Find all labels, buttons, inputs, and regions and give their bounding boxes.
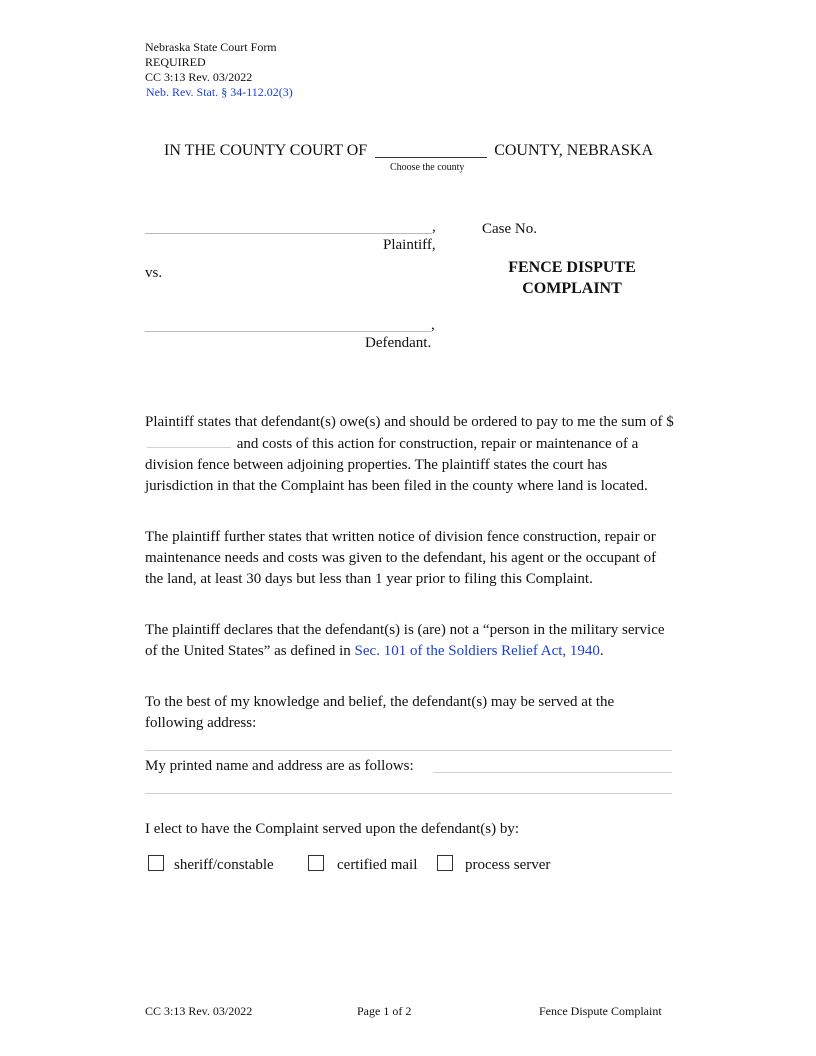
case-no-field[interactable] — [541, 219, 651, 233]
footer-page-number: Page 1 of 2 — [357, 1004, 412, 1018]
paragraph-service: I elect to have the Complaint served upon the defendant(s) by: — [145, 821, 520, 837]
versus-label: vs. — [145, 265, 163, 281]
document-title — [472, 257, 672, 299]
footer-doc-title: Fence Dispute Complaint — [539, 1004, 662, 1018]
plaintiff-name-field[interactable] — [145, 233, 432, 234]
amount-field[interactable] — [147, 433, 231, 448]
paragraph-amount: Plaintiff states that defendant(s) owe(s) and should be ordered to pay to me the sum of $ and costs of this action for construction, repair or maintenance of a division fence between adjoining properties. The plaintiff states the court has jurisdiction in that the Complaint has been filed in the county where land is located. — [145, 414, 674, 494]
service-option-sheriff[interactable]: sheriff/constable — [148, 855, 274, 876]
service-option-server[interactable]: process server — [437, 855, 550, 876]
title-line-1: FENCE DISPUTE — [508, 259, 636, 276]
my-address-field[interactable] — [145, 793, 672, 794]
paragraph-address: To the best of my knowledge and belief, the defendant(s) may be served at the following address: — [145, 694, 615, 731]
county-select[interactable] — [375, 140, 487, 158]
sheriff-checkbox[interactable] — [148, 855, 164, 871]
case-no-label: Case No. — [482, 221, 537, 237]
paragraph-military: The plaintiff declares that the defendant(s) is (are) not a “person in the military service of the United States” as defined in Sec. 101 of the Soldiers Relief Act, 1940. — [145, 622, 665, 659]
defendant-address-field[interactable] — [145, 750, 672, 751]
paragraph-notice: The plaintiff further states that written notice of division fence construction, repair or maintenance needs and costs was given to the defendant, his agent or the occupant of the land, at least 30 days but less than 1 year prior to filing this Complaint. — [145, 529, 657, 587]
paragraph-my-address: My printed name and address are as follows: — [145, 758, 414, 774]
county-hint: Choose the county — [390, 162, 465, 173]
my-name-field[interactable] — [433, 772, 672, 773]
service-option-mail[interactable]: certified mail — [308, 855, 417, 876]
soldiers-relief-act-link[interactable]: Sec. 101 of the Soldiers Relief Act, 1940 — [354, 643, 600, 659]
case-number — [482, 219, 651, 238]
form-header — [145, 40, 293, 100]
defendant-comma: , — [431, 317, 435, 333]
court-suffix: COUNTY, NEBRASKA — [494, 142, 654, 159]
court-line — [164, 140, 653, 161]
required-label: REQUIRED — [145, 55, 206, 69]
defendant-name-field[interactable] — [145, 331, 431, 332]
statute-link[interactable]: Neb. Rev. Stat. § 34-112.02(3) — [146, 85, 293, 99]
title-line-2: COMPLAINT — [522, 280, 622, 297]
court-prefix: IN THE COUNTY COURT OF — [164, 142, 368, 159]
defendant-label: Defendant. — [365, 335, 432, 351]
form-number: CC 3:13 Rev. 03/2022 — [145, 70, 253, 84]
plaintiff-comma: , — [432, 219, 436, 235]
plaintiff-label: Plaintiff, — [383, 237, 436, 253]
mail-checkbox[interactable] — [308, 855, 324, 871]
footer-form-number: CC 3:13 Rev. 03/2022 — [145, 1004, 253, 1018]
server-checkbox[interactable] — [437, 855, 453, 871]
form-label: Nebraska State Court Form — [145, 40, 277, 54]
